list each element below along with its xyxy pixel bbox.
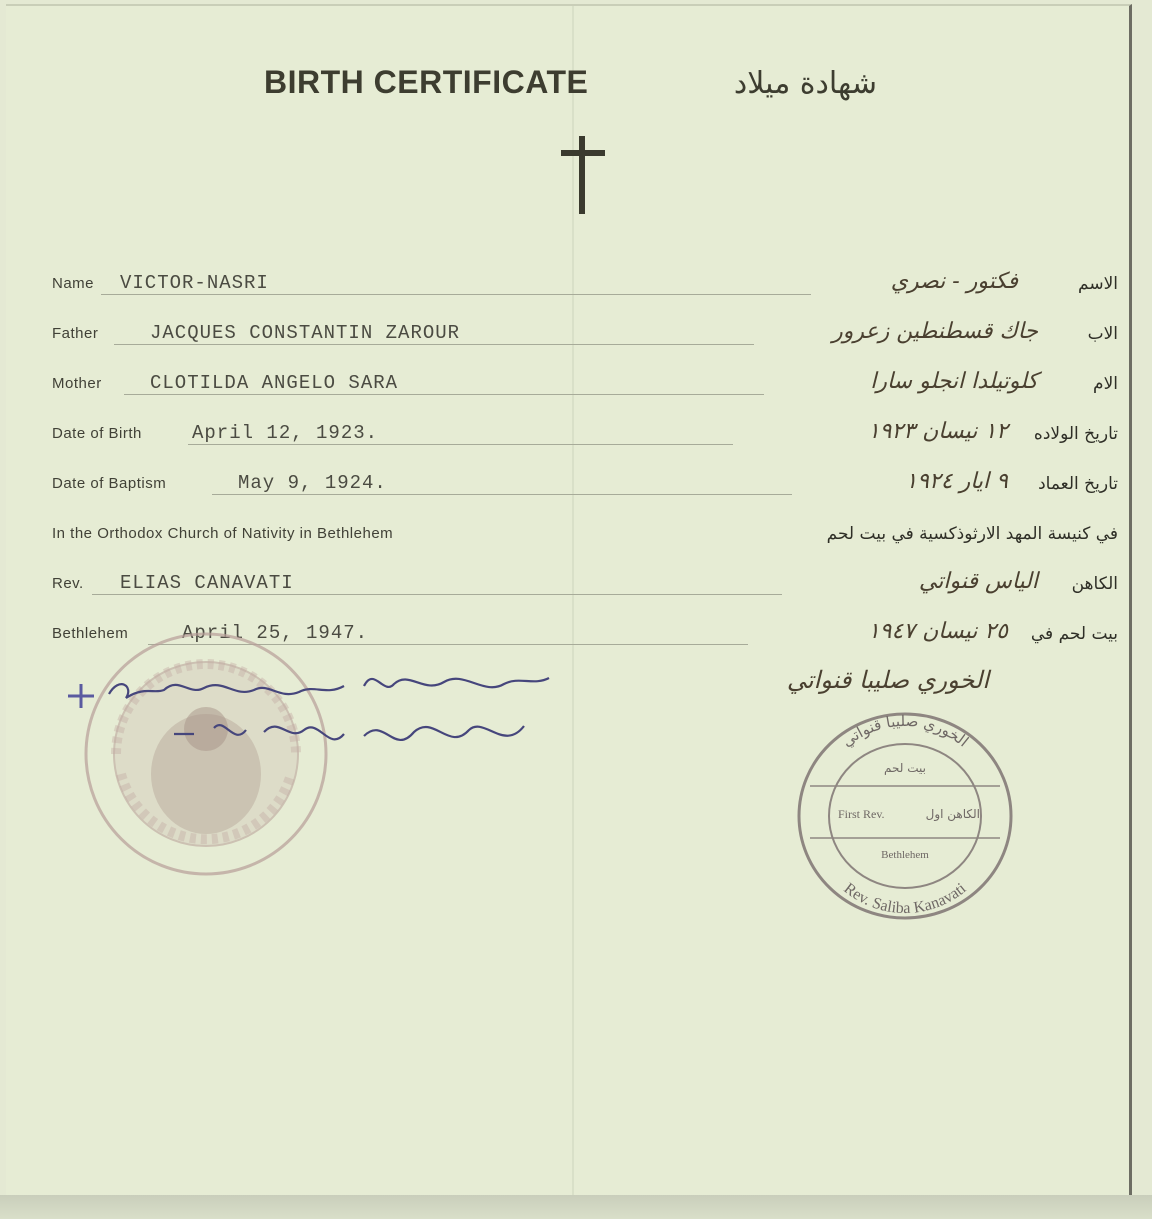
svg-text:الخوري صليبا قنواتي <box>838 712 972 751</box>
seal-top-text: الخوري صليبا قنواتي <box>838 711 973 751</box>
rev-label: Rev. <box>52 575 84 592</box>
name-value-arabic: فكتور - نصري <box>890 269 1018 294</box>
paper-bottom-edge <box>0 1195 1152 1219</box>
arabic-signature: الخوري صليبا قنواتي <box>786 666 989 694</box>
title-english: BIRTH CERTIFICATE <box>264 64 589 100</box>
church-label-arabic: في كنيسة المهد الارثوذكسية في بيت لحم <box>826 524 1118 544</box>
seal-bottom-text: Rev. Saliba Kanavati <box>840 879 970 918</box>
name-value: VICTOR-NASRI <box>120 272 269 294</box>
row-rev <box>6 562 1152 602</box>
row-mother <box>6 362 1152 402</box>
rev-value: ELIAS CANAVATI <box>120 572 294 594</box>
date-of-birth-label-arabic: تاريخ الولاده <box>1033 424 1118 444</box>
date-of-birth-label: Date of Birth <box>52 425 142 442</box>
rev-value-arabic: الياس قنواتي <box>918 569 1038 594</box>
row-date-of-baptism <box>6 462 1152 502</box>
seal-left-text: First Rev. <box>838 807 885 821</box>
date-of-birth-value: April 12, 1923. <box>192 422 379 444</box>
date-of-baptism-label: Date of Baptism <box>52 475 167 492</box>
name-label-arabic: الاسم <box>1078 274 1118 294</box>
mother-label-arabic: الام <box>1093 374 1118 394</box>
row-church <box>6 512 1152 552</box>
father-label: Father <box>52 325 99 342</box>
mother-label: Mother <box>52 375 102 392</box>
name-label: Name <box>52 275 95 292</box>
row-date-of-birth <box>6 412 1152 452</box>
date-of-baptism-label-arabic: تاريخ العماد <box>1038 474 1118 494</box>
date-of-birth-line <box>188 444 733 445</box>
rev-label-arabic: الكاهن <box>1071 574 1118 594</box>
cross-icon <box>561 136 605 214</box>
seal-inner-bottom: Bethlehem <box>881 849 929 861</box>
svg-text:Rev. Saliba Kanavati <box>841 880 970 917</box>
name-line <box>101 294 811 295</box>
father-label-arabic: الاب <box>1087 324 1118 344</box>
father-value-arabic: جاك قسطنطين زعرور <box>832 319 1038 344</box>
date-of-baptism-value: May 9, 1924. <box>238 472 387 494</box>
mother-line <box>124 394 764 395</box>
bethlehem-label-arabic: بيت لحم في <box>1030 624 1118 644</box>
rev-line <box>92 594 782 595</box>
date-of-baptism-line <box>212 494 792 495</box>
row-father <box>6 312 1152 352</box>
mother-value-arabic: كلوتيلدا انجلو سارا <box>870 369 1038 394</box>
date-of-baptism-value-arabic: ٩ ايار ١٩٢٤ <box>905 469 1008 494</box>
certificate-sheet <box>6 4 1132 1204</box>
father-line <box>114 344 754 345</box>
father-value: JACQUES CONSTANTIN ZAROUR <box>150 322 461 344</box>
mother-value: CLOTILDA ANGELO SARA <box>150 372 399 394</box>
date-of-birth-value-arabic: ١٢ نيسان ١٩٢٣ <box>867 419 1008 444</box>
greek-signature-icon <box>64 656 554 776</box>
seal-mid-text: بيت لحم <box>884 761 926 775</box>
bethlehem-label: Bethlehem <box>52 625 129 642</box>
bethlehem-date-value-arabic: ٢٥ نيسان ١٩٤٧ <box>867 619 1008 644</box>
seal-right-text: الكاهن اول <box>925 807 980 821</box>
parish-seal-icon <box>790 706 1020 926</box>
row-name <box>6 262 1152 302</box>
title-arabic: شهادة ميلاد <box>733 66 877 101</box>
bethlehem-date-value: April 25, 1947. <box>182 622 369 644</box>
church-label: In the Orthodox Church of Nativity in Bethlehem <box>52 525 394 542</box>
